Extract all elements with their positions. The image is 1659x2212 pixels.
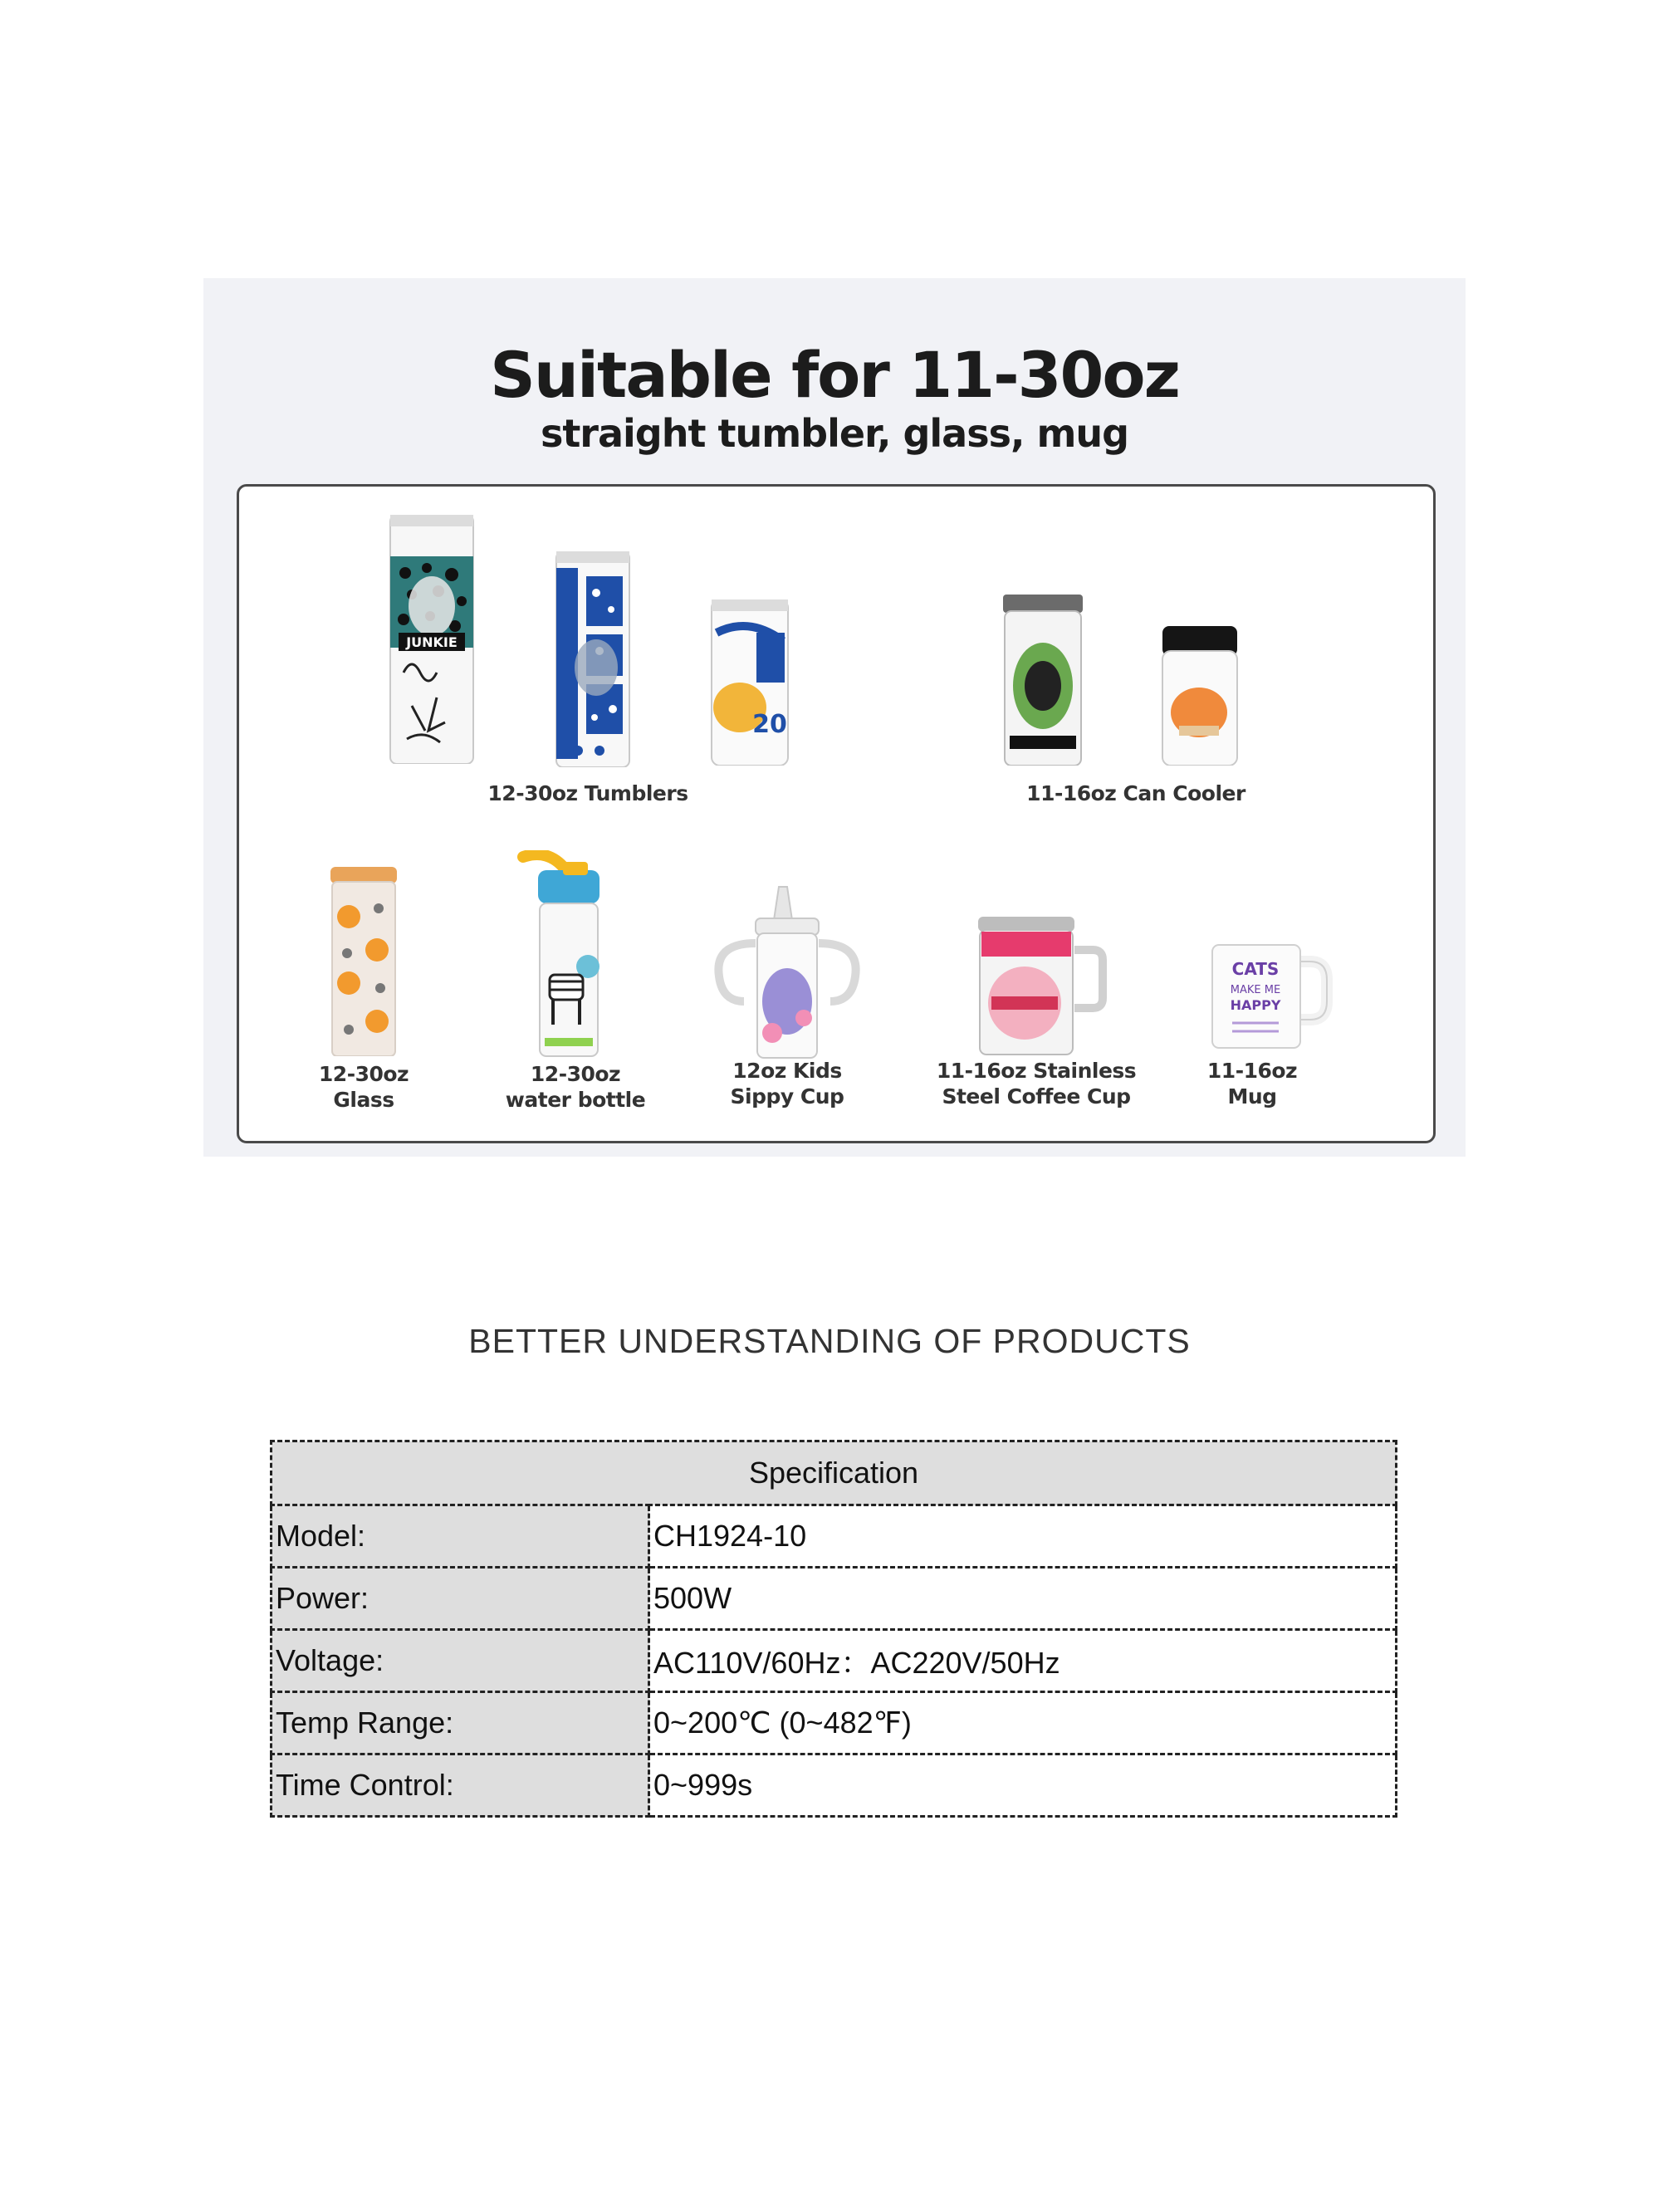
sippy-cup-caption-line1: 12oz Kids (732, 1059, 842, 1083)
sippy-cup-image (712, 885, 862, 1060)
skinny-tumbler-image (387, 515, 477, 764)
spec-value: 0~200℃ (0~482℉) (649, 1692, 1397, 1754)
glass-caption (289, 1061, 438, 1113)
kids-water-bottle-image (516, 850, 616, 1058)
sippy-cup-caption-line2: Sippy Cup (730, 1084, 844, 1108)
banner-title: Suitable for 11-30oz (490, 338, 1179, 412)
mug-caption-line1: 11-16oz (1206, 1059, 1298, 1083)
banner-subtitle: straight tumbler, glass, mug (540, 411, 1129, 456)
spec-key: Time Control: (272, 1754, 649, 1817)
water-bottle-caption-line1: 12-30oz (530, 1062, 621, 1086)
table-row (272, 1568, 1397, 1630)
spec-value: CH1924-10 (649, 1505, 1397, 1568)
mug-caption-line2: Mug (1227, 1084, 1277, 1108)
spec-header: Specification (272, 1441, 1397, 1505)
coffee-cup-caption (912, 1058, 1161, 1109)
water-bottle-caption-line2: water bottle (505, 1088, 646, 1112)
compatibility-banner (203, 278, 1466, 1157)
mom-tumbler-image (553, 551, 633, 767)
table-row (272, 1630, 1397, 1692)
stainless-coffee-cup-image (970, 917, 1111, 1058)
specification-table (270, 1440, 1397, 1818)
can-cooler-caption: 11-16oz Can Cooler (1026, 781, 1245, 805)
mug-caption (1186, 1058, 1319, 1109)
glass-caption-line1: 12-30oz (318, 1062, 409, 1086)
table-row (272, 1692, 1397, 1754)
spec-key: Power: (272, 1568, 649, 1630)
water-bottle-caption (488, 1061, 663, 1113)
spec-key: Voltage: (272, 1630, 649, 1692)
glass-caption-line2: Glass (333, 1088, 394, 1112)
short-tumbler-image (708, 599, 791, 766)
section-heading: BETTER UNDERSTANDING OF PRODUCTS (468, 1322, 1191, 1360)
can-cooler-white-image (1159, 626, 1241, 766)
frosted-glass-image (329, 867, 399, 1056)
mug-print-line2: MAKE ME (1230, 984, 1281, 996)
product-showcase (237, 484, 1436, 1143)
mug-print-line3: HAPPY (1230, 997, 1281, 1013)
spec-value: AC110V/60Hz：AC220V/50Hz (649, 1630, 1397, 1692)
spec-value: 0~999s (649, 1754, 1397, 1817)
mug-print-line1: CATS (1231, 959, 1280, 979)
spec-key: Temp Range: (272, 1692, 649, 1754)
table-row (272, 1754, 1397, 1817)
table-row (272, 1505, 1397, 1568)
sippy-cup-caption (704, 1058, 870, 1109)
ceramic-mug-image (1209, 942, 1334, 1050)
tumblers-caption: 12-30oz Tumblers (487, 781, 688, 805)
coffee-cup-caption-line1: 11-16oz Stainless (936, 1059, 1137, 1083)
spec-value: 500W (649, 1568, 1397, 1630)
svg-text:20: 20 (752, 710, 787, 739)
tumbler-print-text: JUNKIE (406, 634, 458, 650)
can-cooler-dark-image (1001, 595, 1084, 766)
spec-key: Model: (272, 1505, 649, 1568)
spec-header-row (272, 1441, 1397, 1505)
coffee-cup-caption-line2: Steel Coffee Cup (942, 1084, 1131, 1108)
